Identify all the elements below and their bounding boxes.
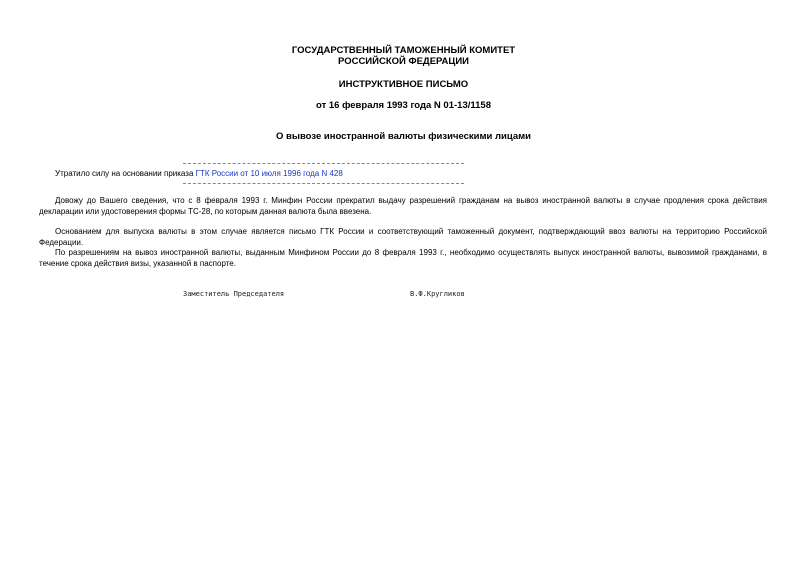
document-subject: О вывозе иностранной валюты физическими лицами bbox=[275, 131, 531, 142]
signature-position: Заместитель Председателя bbox=[183, 290, 285, 298]
status-separator-bottom bbox=[183, 183, 464, 184]
body-paragraph-3: По разрешениям на вывоз иностранной валюты, выданным Минфином России до 8 февраля 1993 г., необходимо осуществлять выпуск иностранной валюты, вывозимой гражданами, в течение срока действия визы, указанной в паспорте. bbox=[39, 248, 767, 268]
repeal-order-link[interactable]: ГТК России от 10 июля 1996 года N 428 bbox=[195, 169, 343, 178]
status-separator-top bbox=[183, 163, 464, 164]
org-title-line-2: РОССИЙСКОЙ ФЕДЕРАЦИИ bbox=[337, 56, 469, 67]
document-type: ИНСТРУКТИВНОЕ ПИСЬМО bbox=[338, 79, 469, 90]
status-line bbox=[55, 169, 343, 179]
body-paragraph-2: Основанием для выпуска валюты в этом случае является письмо ГТК России и соответствующий таможенный документ, подтверждающий ввоз валюты на территорию Российской Федерации. bbox=[39, 227, 767, 247]
document-date-number: от 16 февраля 1993 года N 01-13/1158 bbox=[316, 100, 491, 111]
status-prefix: Утратило силу на основании приказа bbox=[55, 169, 196, 178]
body-paragraph-1: Довожу до Вашего сведения, что с 8 февраля 1993 г. Минфин России прекратил выдачу разрешений гражданам на вывоз иностранной валюты в случае продления срока действия декларации или удостоверения формы ТС-28, по которым данная валюта была ввезена. bbox=[39, 196, 767, 216]
signature-name: В.Ф.Кругликов bbox=[410, 290, 465, 298]
org-title-line-1: ГОСУДАРСТВЕННЫЙ ТАМОЖЕННЫЙ КОМИТЕТ bbox=[291, 45, 516, 56]
